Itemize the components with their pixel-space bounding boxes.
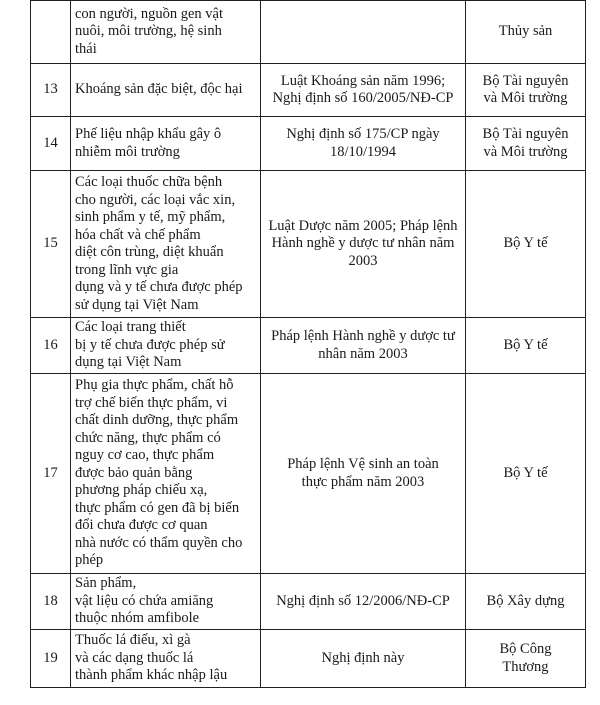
item-name-cell: Các loại thuốc chữa bệnh cho người, các loại vắc xin, sinh phẩm y tế, mỹ phẩm, hóa chất và chế phẩm diệt côn trùng, diệt khuẩn trong lĩnh vực gia dụng và y tế chưa được phép sử dụng tại Việt Nam: [71, 171, 261, 318]
agency-cell: Bộ Y tế: [466, 318, 586, 374]
row-number-cell: 18: [31, 574, 71, 630]
row-number-cell: 13: [31, 64, 71, 117]
agency-cell: Bộ Xây dựng: [466, 574, 586, 630]
table-row: [31, 1, 586, 64]
table-row: [31, 630, 586, 688]
row-number-cell: 16: [31, 318, 71, 374]
table-row: [31, 64, 586, 117]
item-name-cell: Sản phẩm, vật liệu có chứa amiăng thuộc nhóm amfibole: [71, 574, 261, 630]
agency-cell: Thủy sản: [466, 1, 586, 64]
agency-cell: Bộ Tài nguyên và Môi trường: [466, 117, 586, 171]
item-name-cell: con người, nguồn gen vật nuôi, môi trường, hệ sinh thái: [71, 1, 261, 64]
table-row: [31, 374, 586, 574]
legal-basis-cell: Nghị định này: [261, 630, 466, 688]
legal-basis-cell: Luật Khoáng sản năm 1996; Nghị định số 160/2005/NĐ-CP: [261, 64, 466, 117]
row-number-cell: 15: [31, 171, 71, 318]
agency-cell: Bộ Y tế: [466, 374, 586, 574]
item-name-cell: Khoáng sản đặc biệt, độc hại: [71, 64, 261, 117]
item-name-cell: Phế liệu nhập khẩu gây ô nhiễm môi trường: [71, 117, 261, 171]
table-row: [31, 117, 586, 171]
table-row: [31, 318, 586, 374]
row-number-cell: [31, 1, 71, 64]
table-row: [31, 574, 586, 630]
legal-basis-cell: Pháp lệnh Vệ sinh an toàn thực phẩm năm 2003: [261, 374, 466, 574]
legal-basis-cell: Luật Dược năm 2005; Pháp lệnh Hành nghề y dược tư nhân năm 2003: [261, 171, 466, 318]
agency-cell: Bộ Y tế: [466, 171, 586, 318]
item-name-cell: Phụ gia thực phẩm, chất hỗ trợ chế biến thực phẩm, vi chất dinh dưỡng, thực phẩm chức năng, thực phẩm có nguy cơ cao, thực phẩm được bảo quản bằng phương pháp chiếu xạ, thực phẩm có gen đã bị biến đổi chưa được cơ quan nhà nước có thẩm quyền cho phép: [71, 374, 261, 574]
table-row: [31, 171, 586, 318]
row-number-cell: 19: [31, 630, 71, 688]
legal-basis-cell: [261, 1, 466, 64]
regulation-table: [30, 0, 586, 688]
legal-basis-cell: Nghị định số 12/2006/NĐ-CP: [261, 574, 466, 630]
row-number-cell: 14: [31, 117, 71, 171]
row-number-cell: 17: [31, 374, 71, 574]
agency-cell: Bộ Công Thương: [466, 630, 586, 688]
item-name-cell: Thuốc lá điếu, xì gà và các dạng thuốc lá thành phẩm khác nhập lậu: [71, 630, 261, 688]
item-name-cell: Các loại trang thiết bị y tế chưa được phép sử dụng tại Việt Nam: [71, 318, 261, 374]
legal-basis-cell: Nghị định số 175/CP ngày 18/10/1994: [261, 117, 466, 171]
legal-basis-cell: Pháp lệnh Hành nghề y dược tư nhân năm 2003: [261, 318, 466, 374]
agency-cell: Bộ Tài nguyên và Môi trường: [466, 64, 586, 117]
